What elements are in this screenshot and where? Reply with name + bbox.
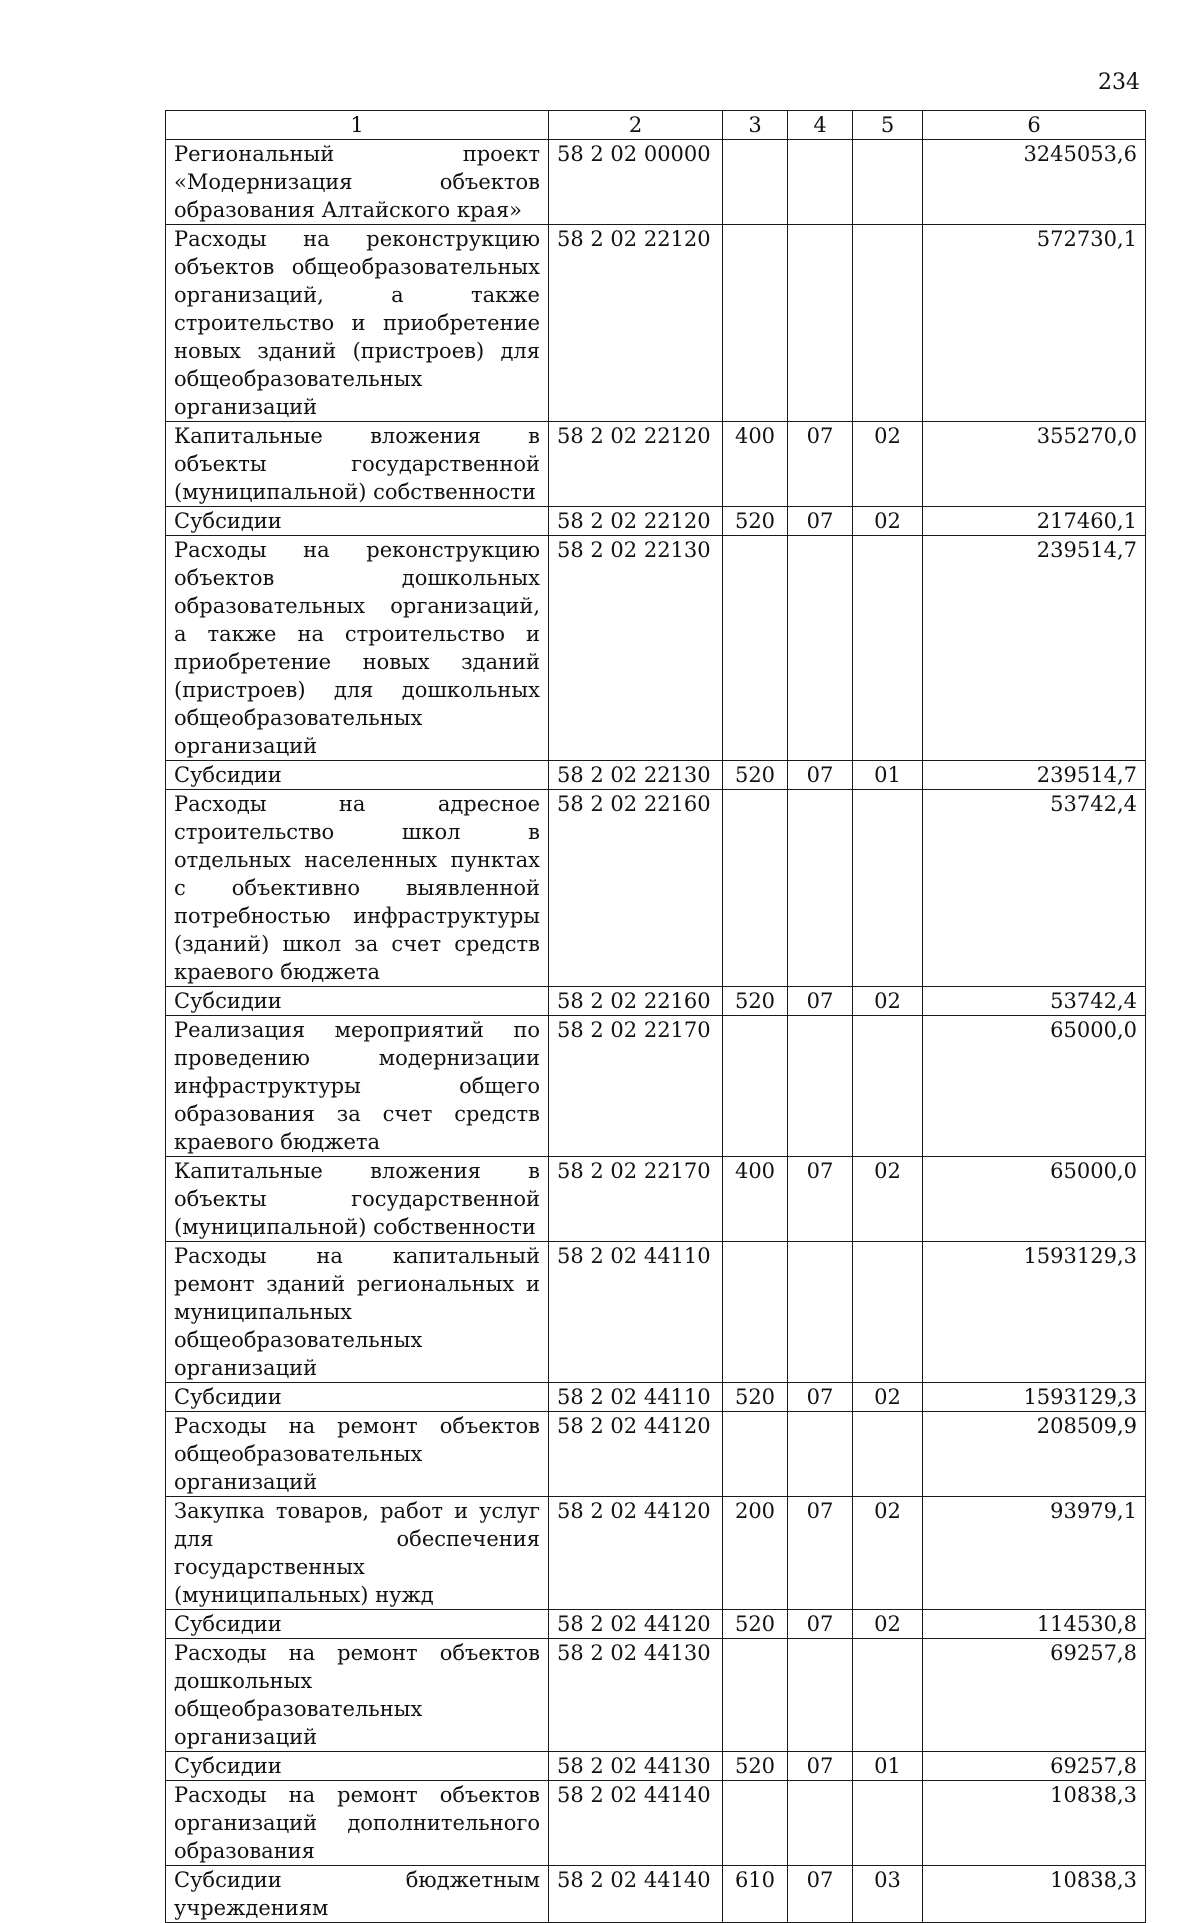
section-cell: 07 bbox=[788, 1157, 853, 1242]
table-row bbox=[166, 1781, 1146, 1866]
target-code-cell: 58 2 02 44110 bbox=[549, 1242, 723, 1383]
section-cell bbox=[788, 1016, 853, 1157]
amount-cell: 1593129,3 bbox=[923, 1383, 1146, 1412]
target-code-cell: 58 2 02 44120 bbox=[549, 1497, 723, 1610]
budget-table bbox=[165, 110, 1146, 1923]
section-cell bbox=[788, 536, 853, 761]
expense-name-cell: Субсидии bbox=[166, 507, 549, 536]
column-header-1: 1 bbox=[166, 111, 549, 140]
section-cell: 07 bbox=[788, 987, 853, 1016]
section-cell bbox=[788, 1639, 853, 1752]
expense-name-cell: Субсидии бюджетным учреждениям bbox=[166, 1866, 549, 1923]
section-cell: 07 bbox=[788, 1497, 853, 1610]
subsection-cell bbox=[853, 536, 923, 761]
column-header-6: 6 bbox=[923, 111, 1146, 140]
target-code-cell: 58 2 02 22120 bbox=[549, 507, 723, 536]
expense-type-cell bbox=[723, 1639, 788, 1752]
table-row bbox=[166, 1383, 1146, 1412]
subsection-cell bbox=[853, 225, 923, 422]
subsection-cell: 01 bbox=[853, 761, 923, 790]
amount-cell: 93979,1 bbox=[923, 1497, 1146, 1610]
amount-cell: 10838,3 bbox=[923, 1866, 1146, 1923]
target-code-cell: 58 2 02 44120 bbox=[549, 1412, 723, 1497]
expense-type-cell: 400 bbox=[723, 1157, 788, 1242]
target-code-cell: 58 2 02 22160 bbox=[549, 790, 723, 987]
expense-type-cell: 400 bbox=[723, 422, 788, 507]
subsection-cell bbox=[853, 1639, 923, 1752]
expense-name-cell: Субсидии bbox=[166, 761, 549, 790]
section-cell bbox=[788, 1242, 853, 1383]
column-header-5: 5 bbox=[853, 111, 923, 140]
amount-cell: 65000,0 bbox=[923, 1016, 1146, 1157]
target-code-cell: 58 2 02 22120 bbox=[549, 422, 723, 507]
subsection-cell: 02 bbox=[853, 1610, 923, 1639]
expense-name-cell: Расходы на реконструкцию объектов общеобразовательных организаций, а также строительство и приобретение новых зданий (пристроев) для общеобразовательных организаций bbox=[166, 225, 549, 422]
expense-name-cell: Реализация мероприятий по проведению модернизации инфраструктуры общего образования за счет средств краевого бюджета bbox=[166, 1016, 549, 1157]
section-cell: 07 bbox=[788, 422, 853, 507]
target-code-cell: 58 2 02 22130 bbox=[549, 536, 723, 761]
expense-type-cell bbox=[723, 536, 788, 761]
expense-type-cell bbox=[723, 1412, 788, 1497]
amount-cell: 10838,3 bbox=[923, 1781, 1146, 1866]
amount-cell: 3245053,6 bbox=[923, 140, 1146, 225]
subsection-cell: 03 bbox=[853, 1866, 923, 1923]
expense-name-cell: Субсидии bbox=[166, 1752, 549, 1781]
subsection-cell bbox=[853, 1412, 923, 1497]
table-row bbox=[166, 536, 1146, 761]
table-row bbox=[166, 1866, 1146, 1923]
column-header-4: 4 bbox=[788, 111, 853, 140]
target-code-cell: 58 2 02 44130 bbox=[549, 1639, 723, 1752]
expense-name-cell: Расходы на реконструкцию объектов дошкольных образовательных организаций, а также на строительство и приобретение новых зданий (пристроев) для дошкольных общеобразовательных организаций bbox=[166, 536, 549, 761]
table-row bbox=[166, 1752, 1146, 1781]
subsection-cell bbox=[853, 1016, 923, 1157]
expense-type-cell: 520 bbox=[723, 761, 788, 790]
amount-cell: 114530,8 bbox=[923, 1610, 1146, 1639]
table-row bbox=[166, 987, 1146, 1016]
expense-type-cell: 520 bbox=[723, 1610, 788, 1639]
section-cell: 07 bbox=[788, 507, 853, 536]
section-cell bbox=[788, 1781, 853, 1866]
table-row bbox=[166, 1242, 1146, 1383]
subsection-cell bbox=[853, 140, 923, 225]
section-cell bbox=[788, 225, 853, 422]
amount-cell: 53742,4 bbox=[923, 987, 1146, 1016]
expense-name-cell: Региональный проект «Модернизация объектов образования Алтайского края» bbox=[166, 140, 549, 225]
expense-type-cell bbox=[723, 1781, 788, 1866]
expense-name-cell: Капитальные вложения в объекты государственной (муниципальной) собственности bbox=[166, 422, 549, 507]
table-row bbox=[166, 422, 1146, 507]
expense-name-cell: Расходы на ремонт объектов организаций дополнительного образования bbox=[166, 1781, 549, 1866]
table-row bbox=[166, 1412, 1146, 1497]
expense-type-cell bbox=[723, 1242, 788, 1383]
target-code-cell: 58 2 02 44120 bbox=[549, 1610, 723, 1639]
expense-name-cell: Расходы на ремонт объектов общеобразовательных организаций bbox=[166, 1412, 549, 1497]
expense-type-cell bbox=[723, 1016, 788, 1157]
column-header-2: 2 bbox=[549, 111, 723, 140]
subsection-cell: 02 bbox=[853, 987, 923, 1016]
table-row bbox=[166, 790, 1146, 987]
target-code-cell: 58 2 02 44130 bbox=[549, 1752, 723, 1781]
expense-type-cell bbox=[723, 225, 788, 422]
table-row bbox=[166, 140, 1146, 225]
subsection-cell bbox=[853, 1242, 923, 1383]
target-code-cell: 58 2 02 44140 bbox=[549, 1781, 723, 1866]
section-cell: 07 bbox=[788, 1752, 853, 1781]
subsection-cell: 02 bbox=[853, 1157, 923, 1242]
amount-cell: 53742,4 bbox=[923, 790, 1146, 987]
table-header-row bbox=[166, 111, 1146, 140]
target-code-cell: 58 2 02 00000 bbox=[549, 140, 723, 225]
expense-type-cell bbox=[723, 790, 788, 987]
expense-name-cell: Субсидии bbox=[166, 1383, 549, 1412]
expense-name-cell: Капитальные вложения в объекты государственной (муниципальной) собственности bbox=[166, 1157, 549, 1242]
target-code-cell: 58 2 02 22160 bbox=[549, 987, 723, 1016]
target-code-cell: 58 2 02 44140 bbox=[549, 1866, 723, 1923]
amount-cell: 69257,8 bbox=[923, 1752, 1146, 1781]
table-row bbox=[166, 507, 1146, 536]
amount-cell: 239514,7 bbox=[923, 761, 1146, 790]
target-code-cell: 58 2 02 22120 bbox=[549, 225, 723, 422]
subsection-cell: 02 bbox=[853, 422, 923, 507]
expense-type-cell: 520 bbox=[723, 987, 788, 1016]
target-code-cell: 58 2 02 22130 bbox=[549, 761, 723, 790]
table-row bbox=[166, 1016, 1146, 1157]
section-cell: 07 bbox=[788, 1610, 853, 1639]
expense-name-cell: Субсидии bbox=[166, 1610, 549, 1639]
amount-cell: 355270,0 bbox=[923, 422, 1146, 507]
section-cell: 07 bbox=[788, 761, 853, 790]
table-row bbox=[166, 1497, 1146, 1610]
target-code-cell: 58 2 02 44110 bbox=[549, 1383, 723, 1412]
table-row bbox=[166, 761, 1146, 790]
subsection-cell: 01 bbox=[853, 1752, 923, 1781]
expense-type-cell bbox=[723, 140, 788, 225]
amount-cell: 69257,8 bbox=[923, 1639, 1146, 1752]
section-cell bbox=[788, 1412, 853, 1497]
subsection-cell: 02 bbox=[853, 507, 923, 536]
expense-type-cell: 520 bbox=[723, 1383, 788, 1412]
column-header-3: 3 bbox=[723, 111, 788, 140]
table-row bbox=[166, 1157, 1146, 1242]
amount-cell: 208509,9 bbox=[923, 1412, 1146, 1497]
amount-cell: 217460,1 bbox=[923, 507, 1146, 536]
expense-name-cell: Закупка товаров, работ и услуг для обеспечения государственных (муниципальных) нужд bbox=[166, 1497, 549, 1610]
table-row bbox=[166, 1639, 1146, 1752]
amount-cell: 65000,0 bbox=[923, 1157, 1146, 1242]
section-cell bbox=[788, 790, 853, 987]
section-cell: 07 bbox=[788, 1866, 853, 1923]
expense-name-cell: Расходы на адресное строительство школ в отдельных населенных пунктах с объективно выявленной потребностью инфраструктуры (зданий) школ за счет средств краевого бюджета bbox=[166, 790, 549, 987]
expense-name-cell: Расходы на капитальный ремонт зданий региональных и муниципальных общеобразовательных организаций bbox=[166, 1242, 549, 1383]
subsection-cell bbox=[853, 1781, 923, 1866]
section-cell: 07 bbox=[788, 1383, 853, 1412]
subsection-cell: 02 bbox=[853, 1383, 923, 1412]
subsection-cell: 02 bbox=[853, 1497, 923, 1610]
target-code-cell: 58 2 02 22170 bbox=[549, 1157, 723, 1242]
expense-type-cell: 200 bbox=[723, 1497, 788, 1610]
target-code-cell: 58 2 02 22170 bbox=[549, 1016, 723, 1157]
expense-name-cell: Расходы на ремонт объектов дошкольных общеобразовательных организаций bbox=[166, 1639, 549, 1752]
subsection-cell bbox=[853, 790, 923, 987]
page-number: 234 bbox=[1098, 70, 1140, 95]
expense-type-cell: 520 bbox=[723, 1752, 788, 1781]
expense-name-cell: Субсидии bbox=[166, 987, 549, 1016]
amount-cell: 1593129,3 bbox=[923, 1242, 1146, 1383]
expense-type-cell: 610 bbox=[723, 1866, 788, 1923]
table-row bbox=[166, 225, 1146, 422]
table-row bbox=[166, 1610, 1146, 1639]
expense-type-cell: 520 bbox=[723, 507, 788, 536]
table-body bbox=[166, 140, 1146, 1923]
section-cell bbox=[788, 140, 853, 225]
amount-cell: 572730,1 bbox=[923, 225, 1146, 422]
amount-cell: 239514,7 bbox=[923, 536, 1146, 761]
